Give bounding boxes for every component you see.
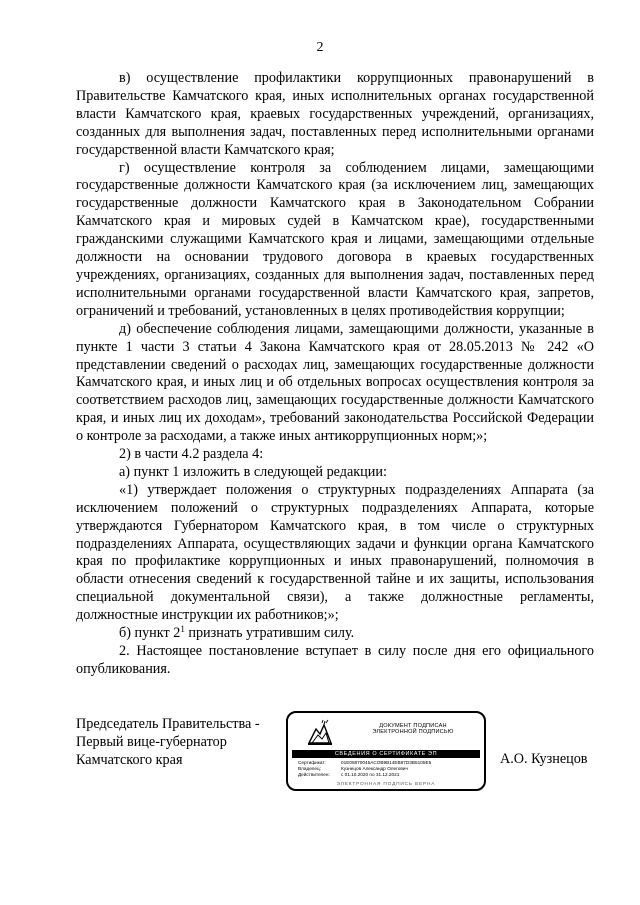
paragraph: а) пункт 1 изложить в следующей редакции: [119, 463, 387, 480]
stamp-row-value: 01E05870045ACOB9B14EB87D3B5105E5 [341, 760, 432, 765]
electronic-signature-stamp [286, 711, 486, 791]
document-body [76, 70, 594, 679]
stamp-footer: ЭЛЕКТРОННАЯ ПОДПИСЬ ВЕРНА [336, 782, 436, 787]
paragraph: в) осуществление профилактики коррупционных правонарушений в Правительстве Камчатского края, иных исполнительных органах государственной власти Камчатского края, краевых государственных учреждений, организациях, созданных для выполнения задач, поставленных перед исполнительными органами государственной власти Камчатского края; [76, 70, 594, 158]
stamp-row-value: Кузнецов Александр Олегович [341, 766, 408, 772]
item-b-superscript: 1 [180, 624, 185, 635]
item-b-suffix: признать утратившим силу. [184, 625, 355, 642]
stamp-row-label: Действителен: [298, 772, 330, 778]
paragraph: д) обеспечение соблюдения лицами, замещающими должности, указанные в пункте 1 части 3 статьи 4 Закона Камчатского края от 28.05.2013 № 242 «О представлении сведений о расходах лиц, замещающих государственные должности Камчатского края, и иных лиц и об отдельных вопросах осуществления контроля за соответствием расходов лиц, замещающих государственные должности Камчатского края, и иных лиц их доходам», требований законодательства Российской Федерации о контроле за расходами, а также иных антикоррупционных норм;»; [76, 320, 594, 445]
stamp-header [348, 723, 478, 735]
paragraph-item-b [76, 625, 594, 643]
stamp-row-label: Владелец: [298, 766, 321, 772]
stamp-header-line: ДОКУМЕНТ ПОДПИСАН [379, 723, 447, 729]
signatory-line: Камчатского края [76, 751, 183, 768]
paragraph: «1) утверждает положения о структурных подразделениях Аппарата (за исключением положений о структурных подразделениях Аппарата, которые утверждаются Губернатором Камчатского края, в том числе о структурных подразделениях Аппарата, осуществляющих задачи и функции органа Камчатского края по профилактике коррупционных и иных правонарушений, полномочия в области отнесения сведений к государственной тайне и их защиты, использования специальной документальной связи), а также должностные регламенты, должностные инструкции их работников;»; [76, 481, 594, 624]
page-number: 2 [316, 40, 324, 55]
stamp-header-line: ЭЛЕКТРОННОЙ ПОДПИСЬЮ [372, 729, 454, 736]
closing-paragraph: 2. Настоящее постановление вступает в силу после дня его официального опубликования. [76, 643, 594, 677]
paragraph: 2) в части 4.2 раздела 4: [119, 446, 264, 463]
paragraph: г) осуществление контроля за соблюдением лицами, замещающими государственные должности Камчатского края (за исключением лиц, замещающих государственные должности Камчатского края в Законодательном Собрании Камчатского края и мировых судей в Камчатском крае), государственными гражданскими служащими Камчатского края и лицами, замещающими отдельные должности на основании трудового договора в краевых государственных учреждениях, организациях, созданных для выполнения задач, поставленных перед исполнительными органами государственной власти Камчатского края, запретов, ограничений и требований, установленных в целях противодействия коррупции; [76, 159, 594, 319]
stamp-certificate-bar: СВЕДЕНИЯ О СЕРТИФИКАТЕ ЭП [292, 750, 480, 758]
stamp-details [298, 760, 480, 778]
signatory-line: Первый вице-губернатор [76, 733, 227, 750]
stamp-row [298, 772, 480, 778]
coat-of-arms-icon [306, 719, 334, 747]
item-b-prefix: б) пункт 2 [119, 625, 181, 642]
stamp-row-label: Сертификат: [298, 760, 326, 765]
signatory-title [76, 716, 260, 770]
stamp-row-value: с 01.10.2020 по 31.12.2021 [341, 772, 400, 778]
signatory-line: Председатель Правительства - [76, 716, 260, 732]
signatory-name: А.О. Кузнецов [500, 751, 588, 767]
